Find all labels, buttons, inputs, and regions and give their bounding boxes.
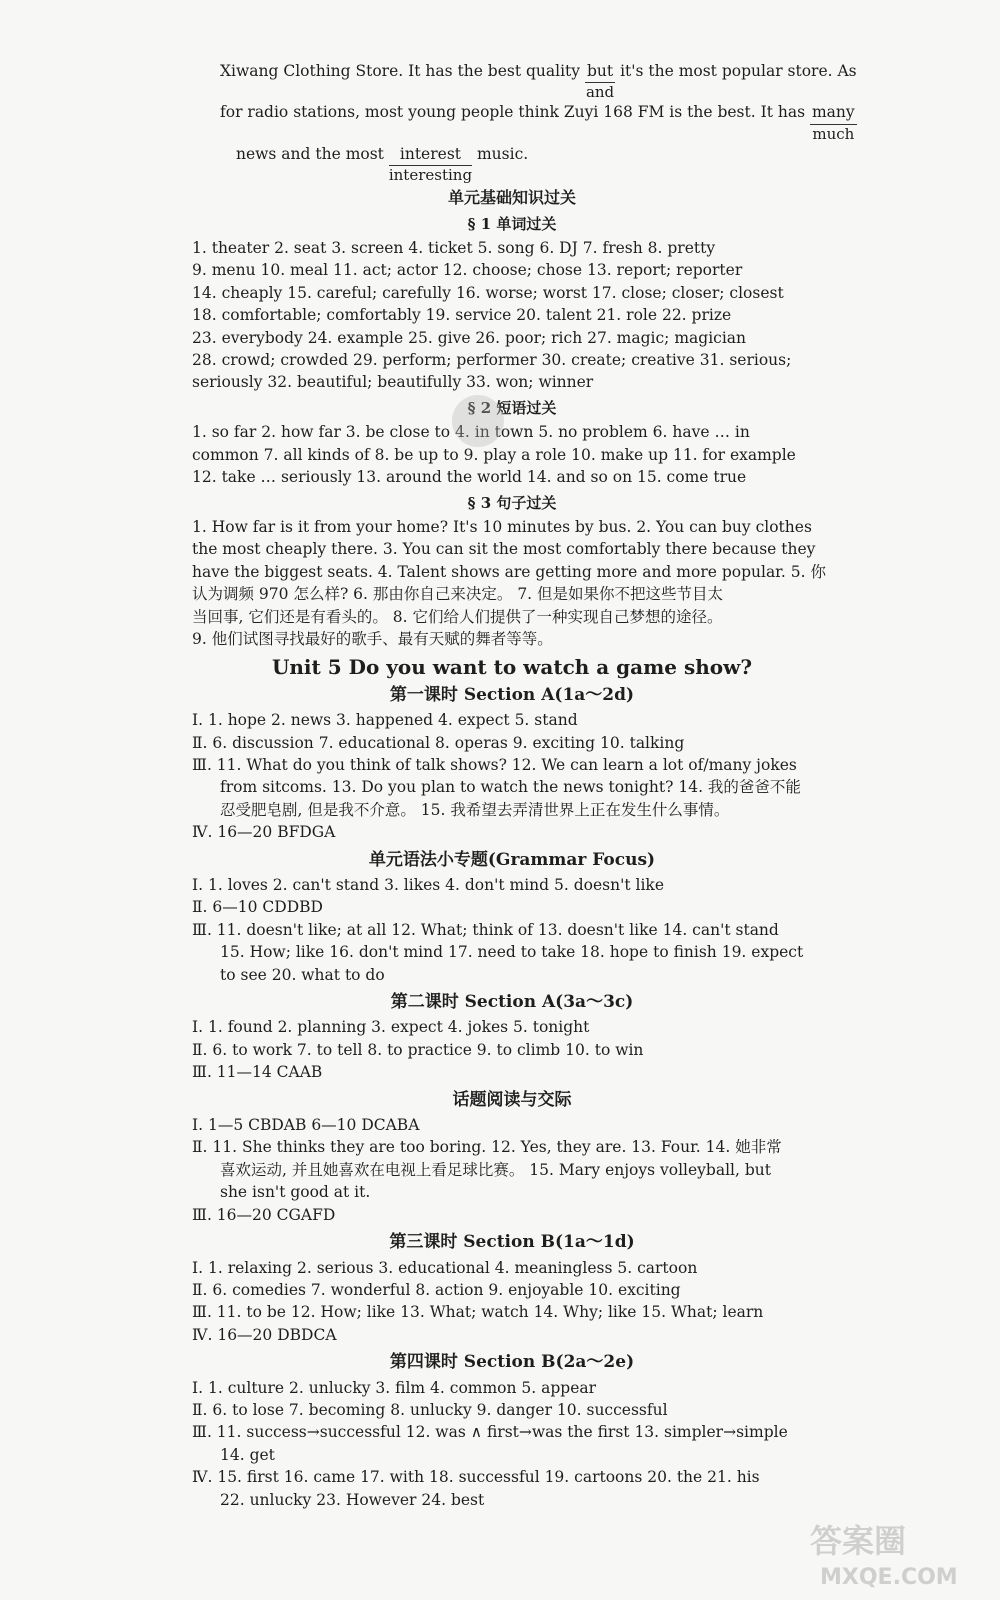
s2-title: § 2 短语过关	[467, 398, 557, 417]
answer-line: from sitcoms. 13. Do you plan to watch the news tonight? 14. 我的爸爸不能	[220, 778, 801, 797]
grammar-title: 单元语法小专题(Grammar Focus)	[368, 849, 656, 870]
answer-line: Ⅱ. 11. She thinks they are too boring. 12. Yes, they are. 13. Four. 14. 她非常	[192, 1138, 782, 1157]
wrong-word: many	[810, 101, 857, 124]
unit5-title: Unit 5 Do you want to watch a game show?	[271, 655, 753, 680]
answer-line: 忍受肥皂剧, 但是我不介意。 15. 我希望去弄清世界上正在发生什么事情。	[220, 800, 730, 819]
unit4-heading: 单元基础知识过关	[447, 188, 576, 208]
answer-line: Ⅲ. 11. to be 12. How; like 13. What; watch 14. Why; like 15. What; learn	[192, 1303, 764, 1322]
watermark-url: MXQE.COM	[820, 1565, 958, 1590]
answer-line: 1. How far is it from your home? It's 10 minutes by bus. 2. You can buy clothes	[192, 517, 812, 536]
s3-title: § 3 句子过关	[467, 493, 557, 512]
answer-line: Ⅱ. 6. to work 7. to tell 8. to practice 9. to climb 10. to win	[192, 1040, 644, 1059]
answer-line: Ⅳ. 16—20 DBDCA	[192, 1325, 337, 1344]
answer-line: Ⅲ. 11. What do you think of talk shows? 12. We can learn a lot of/many jokes	[192, 755, 797, 774]
s1-answers	[192, 237, 832, 394]
intro-line-2	[192, 101, 855, 143]
correct-word: and	[585, 83, 615, 102]
lesson1-title: 第一课时 Section A(1a～2d)	[389, 684, 635, 705]
answer-line: 12. take … seriously 13. around the world 14. and so on 15. come true	[192, 468, 747, 487]
intro-text: Xiwang Clothing Store. It has the best quality	[220, 62, 581, 80]
answer-line: Ⅲ. 11. doesn't like; at all 12. What; think of 13. doesn't like 14. can't stand	[192, 920, 779, 939]
answer-line: have the biggest seats. 4. Talent shows are getting more and more popular. 5. 你	[192, 562, 826, 581]
answer-line: the most cheaply there. 3. You can sit the most comfortably there because they	[192, 540, 816, 559]
lesson2-title: 第二课时 Section A(3a～3c)	[390, 992, 634, 1013]
correct-word: much	[812, 124, 855, 143]
answer-line: Ⅳ. 16—20 BFDGA	[192, 823, 336, 842]
intro-line-3	[192, 143, 832, 184]
answer-line: 当回事, 它们还是有看头的。 8. 它们给人们提供了一种实现自己梦想的途径。	[192, 607, 723, 626]
intro-text: music.	[476, 144, 529, 163]
wrong-word: but	[585, 60, 615, 83]
answer-line: 14. cheaply 15. careful; carefully 16. worse; worst 17. close; closer; closest	[192, 283, 784, 302]
faint-stamp	[452, 395, 504, 447]
answer-line: Ⅰ. 1. found 2. planning 3. expect 4. jokes 5. tonight	[192, 1018, 590, 1037]
intro-line-1	[192, 60, 857, 102]
answer-line: 14. get	[220, 1445, 275, 1464]
answer-line: Ⅲ. 16—20 CGAFD	[192, 1205, 336, 1224]
answer-line: 喜欢运动, 并且她喜欢在电视上看足球比赛。 15. Mary enjoys volleyball, but	[220, 1160, 771, 1179]
answer-line: Ⅱ. 6. discussion 7. educational 8. operas 9. exciting 10. talking	[192, 733, 685, 752]
wrong-word: interest	[389, 143, 472, 166]
answer-line: Ⅰ. 1. relaxing 2. serious 3. educational 4. meaningless 5. cartoon	[192, 1258, 698, 1277]
watermark-logo	[800, 1512, 980, 1592]
answer-line: 1. so far 2. how far 3. be close to 4. in town 5. no problem 6. have … in	[192, 423, 750, 442]
answer-line: Ⅱ. 6. comedies 7. wonderful 8. action 9. enjoyable 10. exciting	[192, 1280, 681, 1299]
answer-line: Ⅰ. 1. culture 2. unlucky 3. film 4. common 5. appear	[192, 1378, 597, 1397]
reading-answers	[192, 1114, 832, 1226]
lesson4-title: 第四课时 Section B(2a～2e)	[389, 1352, 635, 1373]
answer-line: 认为调频 970 怎么样? 6. 那由你自己来决定。 7. 但是如果你不把这些节目太	[192, 585, 724, 604]
answer-line: 22. unlucky 23. However 24. best	[220, 1490, 485, 1509]
answer-line: Ⅱ. 6—10 CDDBD	[192, 898, 323, 917]
s3-answers	[192, 516, 832, 650]
grammar-answers	[192, 874, 832, 986]
answer-line: Ⅲ. 11. success→successful 12. was ∧ first→was the first 13. simpler→simple	[192, 1423, 788, 1442]
intro-text: it's the most popular store. As	[620, 62, 857, 80]
answer-line: 18. comfortable; comfortably 19. service 20. talent 21. role 22. prize	[192, 306, 732, 325]
answer-line: seriously 32. beautiful; beautifully 33. won; winner	[192, 373, 594, 392]
answer-line: 15. How; like 16. don't mind 17. need to take 18. hope to finish 19. expect	[220, 943, 804, 962]
lesson4-answers	[192, 1377, 832, 1511]
answer-line: 28. crowd; crowded 29. perform; performer 30. create; creative 31. serious;	[192, 351, 792, 370]
lesson2-answers	[192, 1016, 832, 1083]
correction	[585, 60, 615, 101]
answer-line: Ⅳ. 15. first 16. came 17. with 18. successful 19. cartoons 20. the 21. his	[192, 1468, 760, 1487]
answer-line: to see 20. what to do	[220, 965, 385, 984]
answer-line: 9. menu 10. meal 11. act; actor 12. choose; chose 13. report; reporter	[192, 261, 743, 280]
answer-line: Ⅰ. 1—5 CBDAB 6—10 DCABA	[192, 1116, 420, 1135]
answer-line: 9. 他们试图寻找最好的歌手、最有天赋的舞者等等。	[192, 629, 553, 648]
correction	[810, 101, 857, 142]
answer-line: Ⅱ. 6. to lose 7. becoming 8. unlucky 9. danger 10. successful	[192, 1400, 668, 1419]
intro-text: news and the most	[236, 144, 384, 163]
answer-line: she isn't good at it.	[220, 1183, 371, 1202]
answer-line: Ⅰ. 1. hope 2. news 3. happened 4. expect 5. stand	[192, 711, 578, 730]
watermark-icon	[800, 1512, 980, 1592]
answer-page	[192, 60, 857, 1511]
s2-answers	[192, 421, 832, 488]
watermark-text: 答案圈	[810, 1522, 907, 1560]
lesson3-answers	[192, 1257, 832, 1347]
lesson3-title: 第三课时 Section B(1a～1d)	[389, 1232, 635, 1253]
answer-line: Ⅲ. 11—14 CAAB	[192, 1063, 323, 1082]
s1-title: § 1 单词过关	[467, 214, 557, 233]
intro-text: for radio stations, most young people think Zuyi 168 FM is the best. It has	[220, 103, 806, 122]
answer-line: Ⅰ. 1. loves 2. can't stand 3. likes 4. don't mind 5. doesn't like	[192, 876, 664, 894]
answer-line: common 7. all kinds of 8. be up to 9. play a role 10. make up 11. for example	[192, 445, 796, 464]
answer-line: 23. everybody 24. example 25. give 26. poor; rich 27. magic; magician	[192, 328, 747, 347]
lesson1-answers	[192, 709, 832, 843]
correction	[389, 143, 472, 184]
reading-title: 话题阅读与交际	[452, 1089, 572, 1110]
correct-word: interesting	[388, 166, 473, 185]
answer-line: 1. theater 2. seat 3. screen 4. ticket 5. song 6. DJ 7. fresh 8. pretty	[192, 239, 716, 258]
